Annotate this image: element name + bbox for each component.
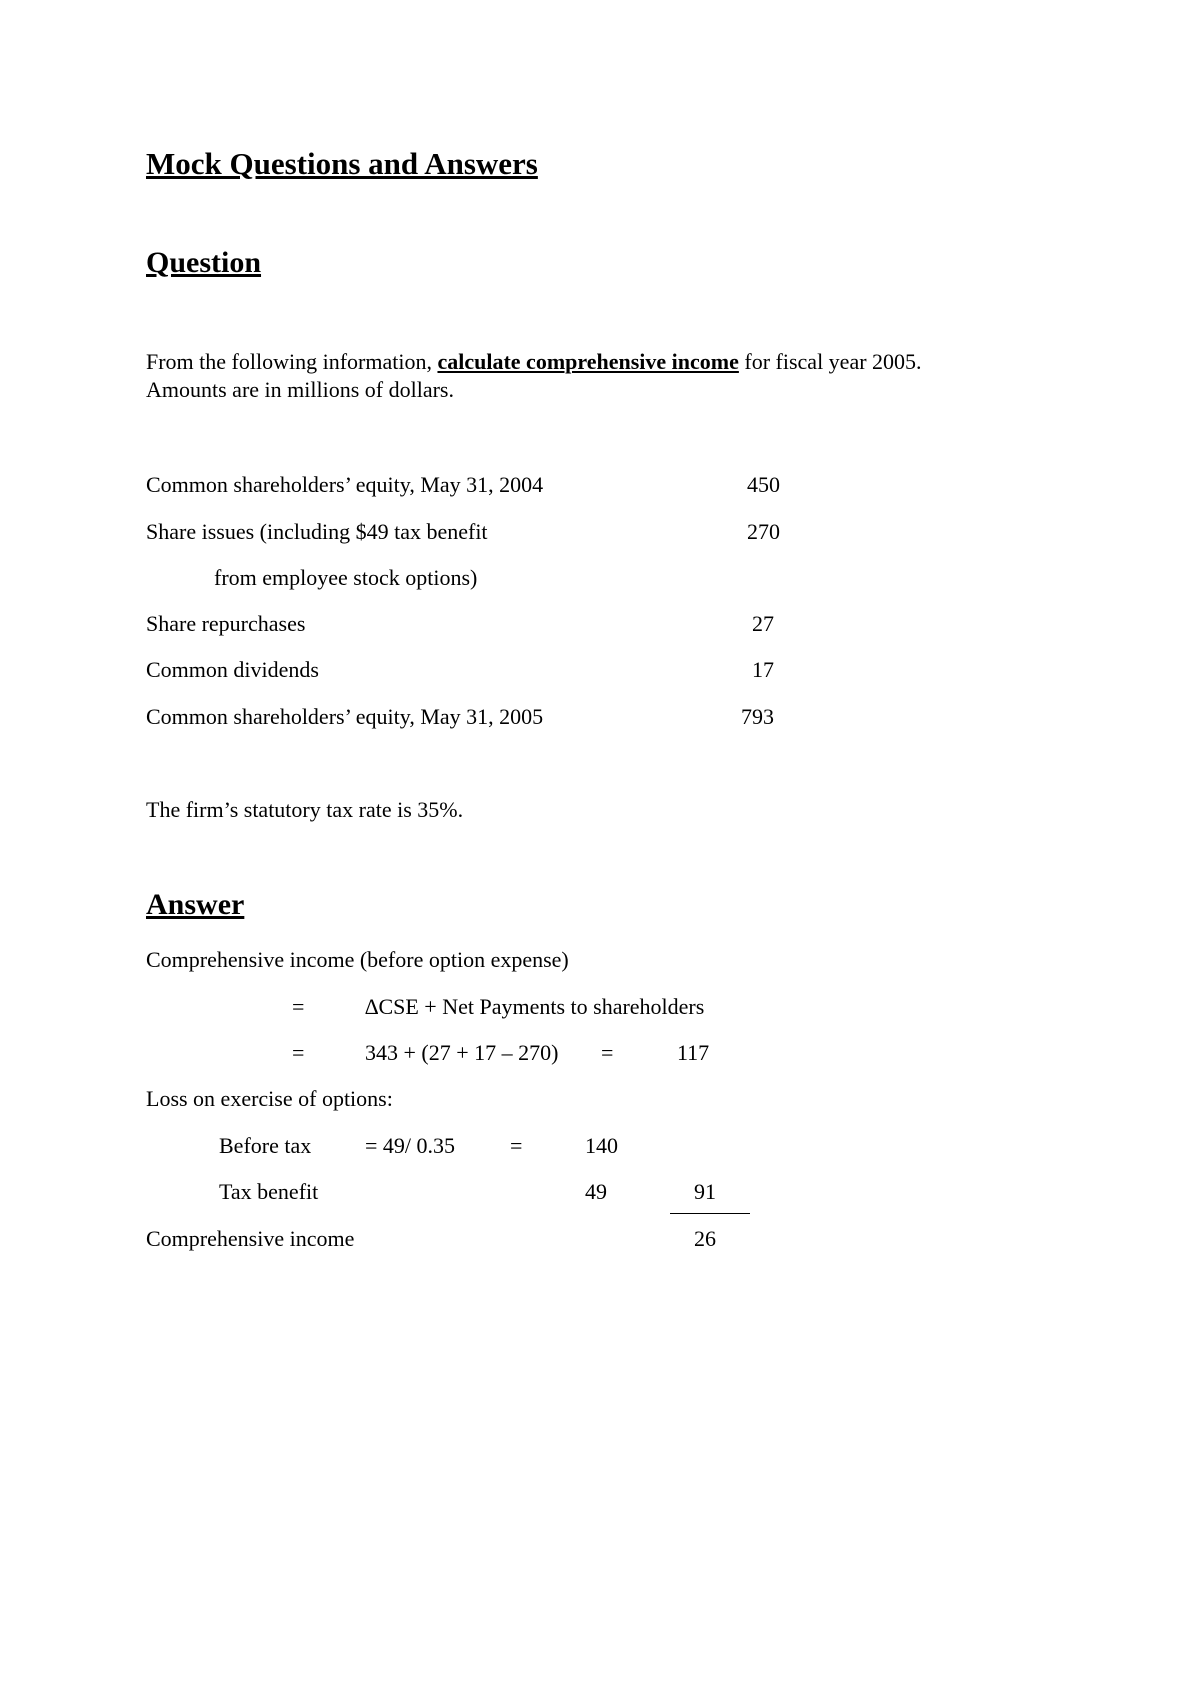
document-title: Mock Questions and Answers [146,146,538,181]
answer-line1: Comprehensive income (before option expense) [146,947,569,972]
loss-label: Loss on exercise of options: [146,1086,393,1111]
item-label: Share repurchases [146,611,306,636]
before-tax-equals: = [510,1133,523,1158]
eq2-result: 117 [677,1040,710,1065]
eq1-expression: ∆CSE + Net Payments to shareholders [365,994,705,1019]
intro-prefix: From the following information, [146,349,438,374]
eq2-expression: 343 + (27 + 17 – 270) [365,1040,559,1065]
item-label: Common shareholders’ equity, May 31, 2005 [146,704,544,729]
question-intro-line2: Amounts are in millions of dollars. [146,377,454,402]
eq2-equals: = [601,1040,614,1065]
eq1-sign: = [292,994,305,1019]
before-tax-expression: = 49/ 0.35 [365,1133,456,1158]
before-tax-label: Before tax [219,1133,312,1158]
item-value: 793 [741,704,774,729]
item-label: Common dividends [146,657,319,682]
ci-value: 26 [694,1226,716,1251]
tax-rate-note: The firm’s statutory tax rate is 35%. [146,797,464,822]
tax-benefit-value: 49 [585,1179,607,1204]
eq2-sign: = [292,1040,305,1065]
item-label: Share issues (including $49 tax benefit [146,519,488,544]
subtotal-rule [670,1213,750,1214]
item-value: 27 [752,611,774,636]
item-label: Common shareholders’ equity, May 31, 2004 [146,472,544,497]
item-value: 270 [747,519,780,544]
item-value: 17 [752,657,774,682]
item-label: from employee stock options) [214,565,478,590]
answer-heading: Answer [146,888,245,921]
intro-emphasis: calculate comprehensive income [437,349,739,374]
ci-label: Comprehensive income [146,1226,355,1251]
question-intro-line1 [146,348,922,376]
tax-benefit-net: 91 [694,1179,716,1204]
tax-benefit-label: Tax benefit [219,1179,319,1204]
item-value: 450 [747,472,780,497]
before-tax-value: 140 [585,1133,618,1158]
question-heading: Question [146,246,262,279]
intro-suffix: for fiscal year 2005. [738,349,922,374]
